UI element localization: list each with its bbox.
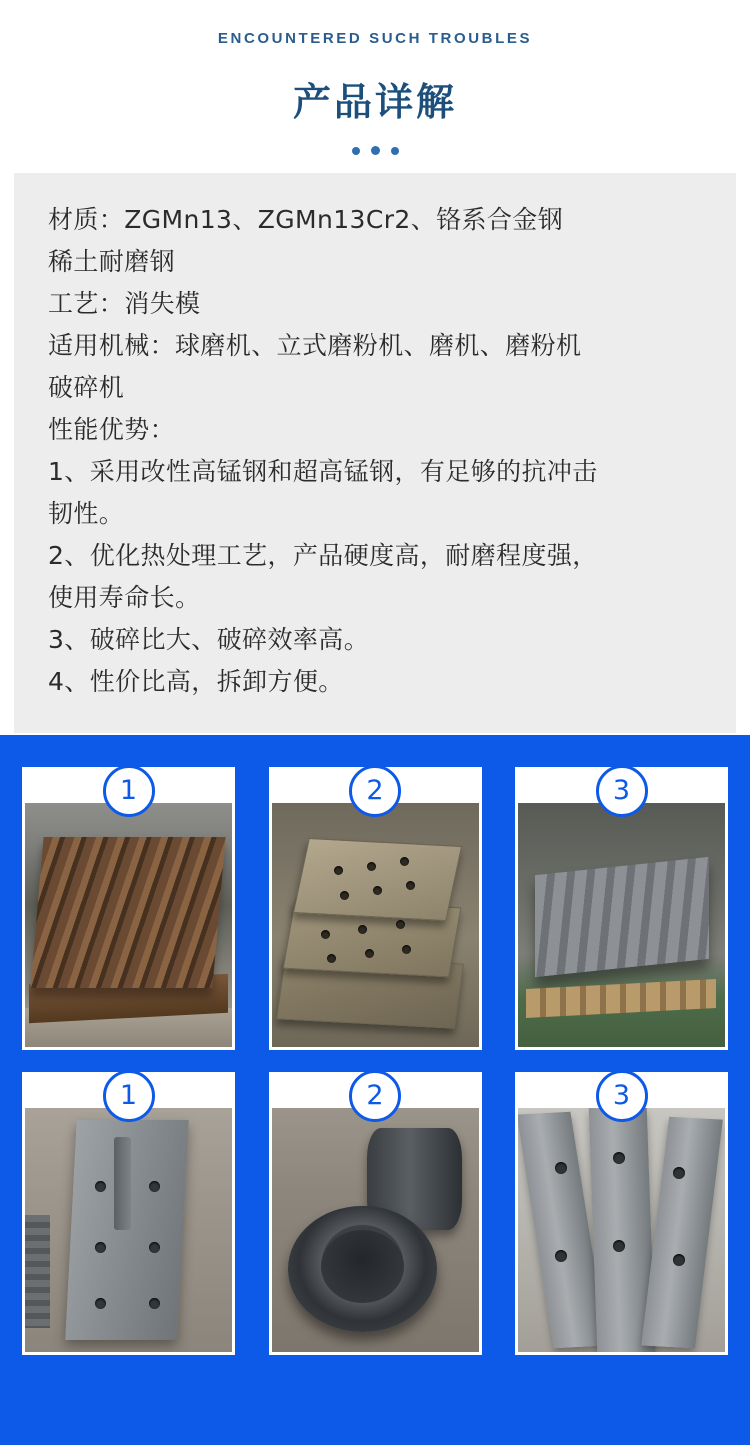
spec-line: 性能优势： (48, 415, 176, 444)
specification-panel (14, 173, 736, 733)
spec-line: 韧性。 (48, 499, 125, 528)
page-header (0, 0, 750, 155)
gallery-cell[interactable] (515, 1072, 728, 1355)
spec-line: 2、优化热处理工艺，产品硬度高，耐磨程度强， (48, 541, 598, 570)
gallery-row (22, 767, 728, 1050)
spec-line: 使用寿命长。 (48, 583, 201, 612)
gallery-badge: 2 (349, 1070, 401, 1122)
gallery-cell[interactable] (22, 767, 235, 1050)
gallery-cell[interactable] (269, 1072, 482, 1355)
spec-line: 3、破碎比大、破碎效率高。 (48, 625, 370, 654)
gallery-cell[interactable] (515, 767, 728, 1050)
product-gallery (0, 735, 750, 1445)
page-title: 产品详解 (292, 80, 457, 124)
spec-line: 适用机械：球磨机、立式磨粉机、磨机、磨粉机 (48, 331, 582, 360)
dot-icon (352, 147, 360, 155)
page-eyebrow: ENCOUNTERED SUCH TROUBLES (217, 30, 533, 47)
gallery-row (22, 1072, 728, 1355)
gallery-badge: 3 (596, 765, 648, 817)
dot-icon (391, 147, 399, 155)
photo-curved-liner-bars (518, 1108, 725, 1352)
photo-castings-on-pallet (518, 803, 725, 1047)
gallery-cell[interactable] (22, 1072, 235, 1355)
gallery-cell[interactable] (269, 767, 482, 1050)
spec-line: 1、采用改性高锰钢和超高锰钢，有足够的抗冲击 (48, 457, 598, 486)
spec-line: 稀土耐磨钢 (48, 247, 176, 276)
gallery-badge: 2 (349, 765, 401, 817)
dot-icon (371, 146, 380, 155)
decorative-dots (0, 146, 750, 155)
spec-line: 破碎机 (48, 373, 125, 402)
photo-grinding-rings (272, 1108, 479, 1352)
spec-line: 4、性价比高，拆卸方便。 (48, 667, 344, 696)
photo-grooved-liner-plate (25, 1108, 232, 1352)
spec-line: 工艺：消失模 (48, 289, 201, 318)
photo-flat-drilled-plates (272, 803, 479, 1047)
gallery-badge: 1 (103, 1070, 155, 1122)
photo-liner-plates-stack (25, 803, 232, 1047)
gallery-badge: 1 (103, 765, 155, 817)
gallery-badge: 3 (596, 1070, 648, 1122)
spec-line: 材质：ZGMn13、ZGMn13Cr2、铬系合金钢 (48, 205, 564, 234)
